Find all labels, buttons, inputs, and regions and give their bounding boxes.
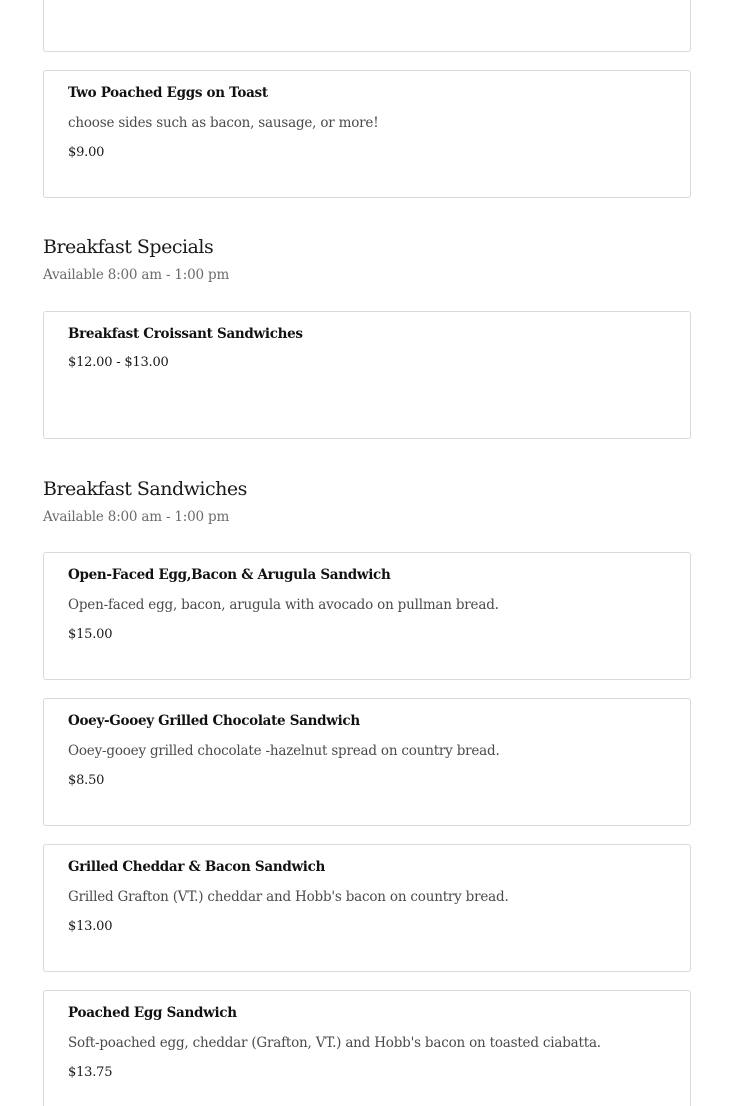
menu-item-name: Breakfast Croissant Sandwiches	[68, 326, 303, 342]
menu-item-price: $15.00	[68, 627, 113, 642]
menu-item-name: Two Poached Eggs on Toast	[68, 85, 268, 101]
menu-item-card[interactable]	[43, 552, 691, 680]
section-availability: Available 8:00 am - 1:00 pm	[43, 509, 230, 525]
menu-item-price: $12.00 - $13.00	[68, 355, 169, 370]
menu-item-description: choose sides such as bacon, sausage, or more!	[68, 115, 379, 131]
menu-item-name: Poached Egg Sandwich	[68, 1005, 237, 1021]
menu-item-card[interactable]	[43, 990, 691, 1106]
menu-item-card-partial[interactable]	[43, 0, 691, 52]
menu-item-price: $13.75	[68, 1065, 113, 1080]
menu-item-card[interactable]	[43, 844, 691, 972]
menu-item-description: Open-faced egg, bacon, arugula with avocado on pullman bread.	[68, 597, 499, 613]
section-availability: Available 8:00 am - 1:00 pm	[43, 267, 230, 283]
section-title-breakfast-specials: Breakfast Specials	[43, 236, 214, 258]
menu-item-price: $9.00	[68, 145, 105, 160]
menu-item-card[interactable]	[43, 311, 691, 439]
section-title-breakfast-sandwiches: Breakfast Sandwiches	[43, 478, 247, 500]
menu-item-description: Grilled Grafton (VT.) cheddar and Hobb's bacon on country bread.	[68, 889, 509, 905]
menu-item-card[interactable]	[43, 70, 691, 198]
menu-item-price: $13.00	[68, 919, 113, 934]
menu-item-name: Open-Faced Egg,Bacon & Arugula Sandwich	[68, 567, 391, 583]
menu-item-card[interactable]	[43, 698, 691, 826]
menu-item-name: Ooey-Gooey Grilled Chocolate Sandwich	[68, 713, 360, 729]
menu-item-description: Ooey-gooey grilled chocolate -hazelnut spread on country bread.	[68, 743, 500, 759]
menu-item-price: $8.50	[68, 773, 105, 788]
menu-item-name: Grilled Cheddar & Bacon Sandwich	[68, 859, 326, 875]
menu-item-description: Soft-poached egg, cheddar (Grafton, VT.) and Hobb's bacon on toasted ciabatta.	[68, 1035, 601, 1051]
